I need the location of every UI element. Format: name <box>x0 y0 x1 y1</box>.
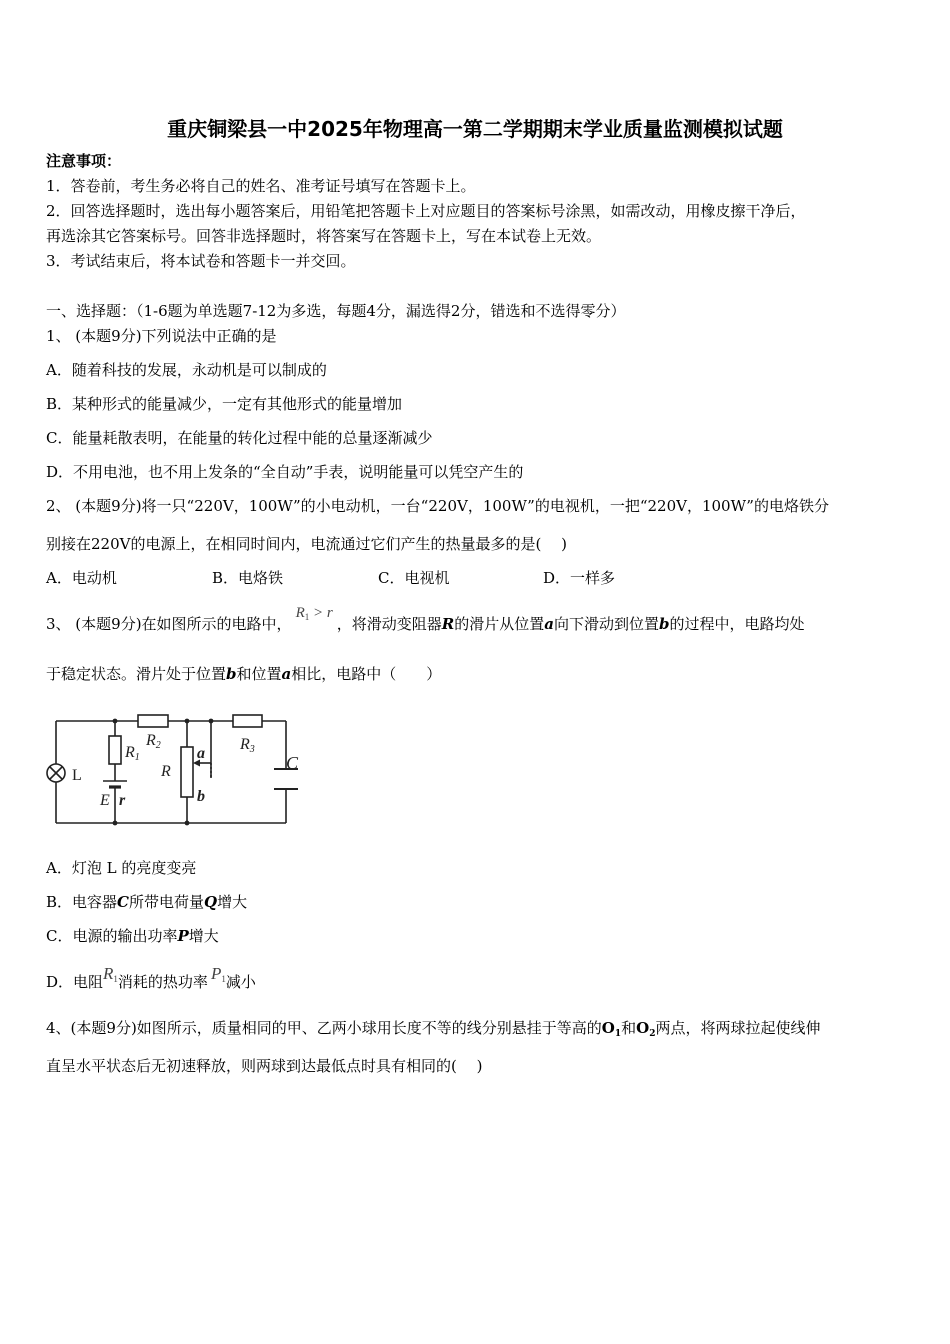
q3-opt-c-pre: C．电源的输出功率 <box>46 927 178 945</box>
q2-option-a: A．电动机 <box>46 569 117 587</box>
notice-item-1: 1．答卷前，考生务必将自己的姓名、准考证号填写在答题卡上。 <box>46 177 476 195</box>
q3-opt-d-pre: D．电阻 <box>46 973 104 991</box>
q1-stem: 1、 (本题9分)下列说法中正确的是 <box>46 327 277 345</box>
q4-o2: $O_2$ <box>636 1019 656 1039</box>
q2-option-d: D．一样多 <box>543 569 616 587</box>
q3-cond-rest: > r <box>309 605 333 621</box>
resistor-r3 <box>233 715 262 727</box>
label-r1: R1 <box>125 744 140 763</box>
label-r2: R2 <box>146 732 161 751</box>
q3-opt-d-r: R <box>103 964 114 983</box>
q3-opt-d-rsub: 1 <box>113 974 118 984</box>
q3-stem-e: 的过程中，电路均处 <box>669 615 805 633</box>
notice-item-2-cont: 再选涂其它答案标号。回答非选择题时，将答案写在答题卡上，写在本试卷上无效。 <box>46 227 602 245</box>
q3-opt-d-p: P <box>210 964 222 983</box>
q3-option-c <box>46 926 219 946</box>
q1-option-a: A．随着科技的发展，永动机是可以制成的 <box>46 361 327 379</box>
junction-slider-top <box>209 719 214 724</box>
q3-opt-b-q: Q <box>204 893 218 911</box>
q3-option-a: A．灯泡 L 的亮度变亮 <box>46 859 197 877</box>
notice-item-2: 2．回答选择题时，选出每小题答案后，用铅笔把答题卡上对应题目的答案标号涂黑，如需改动，用橡皮擦干净后， <box>46 202 806 220</box>
notice-heading: 注意事项： <box>46 152 122 170</box>
label-r3: R3 <box>240 736 255 755</box>
q4-and: 和 <box>621 1019 637 1037</box>
label-b: b <box>197 788 205 805</box>
q2-option-b: B．电烙铁 <box>212 569 284 587</box>
q1-option-b: B．某种形式的能量减少，一定有其他形式的能量增加 <box>46 395 403 413</box>
q3-var-b: b <box>658 615 670 633</box>
q3-var-a: a <box>544 615 554 633</box>
battery-symbol <box>103 781 127 787</box>
circuit-diagram <box>40 705 310 835</box>
q3-cond-sub: 1 <box>304 612 310 622</box>
q1-option-c: C．能量耗散表明，在能量的转化过程中能的总量逐渐减少 <box>46 429 433 447</box>
q3-opt-b-c: C <box>117 893 129 911</box>
q3-stem-line1 <box>46 605 805 639</box>
q3-opt-c-p: P <box>177 927 189 945</box>
q3-opt-c-end: 增大 <box>188 927 219 945</box>
q2-option-c: C．电视机 <box>378 569 450 587</box>
label-small-r: r <box>119 792 126 809</box>
resistor-r1 <box>109 736 121 764</box>
q3-opt-b-end: 增大 <box>217 893 248 911</box>
q4-stem-line1 <box>46 1018 821 1044</box>
q3-option-b <box>46 892 247 912</box>
q3-line2-c: 相比，电路中（ ） <box>291 665 442 683</box>
q3-cond-r1: R <box>295 605 305 621</box>
q3-var-r: R <box>441 615 455 633</box>
q3-stem-line2 <box>46 664 441 684</box>
junction-r-top <box>185 719 190 724</box>
q3-opt-d-p1 <box>208 964 226 983</box>
notice-item-3: 3．考试结束后，将本试卷和答题卡一并交回。 <box>46 252 356 270</box>
q3-line2-var-b: b <box>226 665 237 683</box>
q3-stem-b: ，将滑动变阻器 <box>336 615 442 633</box>
section-heading: 一、选择题：（1-6题为单选题7-12为多选，每题4分，漏选得2分，错选和不选得零分） <box>46 302 626 320</box>
junction-r-bottom <box>185 821 190 826</box>
q3-line2-b: 和位置 <box>236 665 282 683</box>
q1-option-d: D．不用电池，也不用上发条的“全自动”手表，说明能量可以凭空产生的 <box>46 463 524 481</box>
label-l: L <box>72 767 82 784</box>
label-e: E <box>100 792 110 809</box>
q3-stem-a: 3、 (本题9分)在如图所示的电路中， <box>46 615 292 633</box>
rheostat-r <box>181 747 193 797</box>
q4-o1: $O_1$ <box>601 1019 622 1039</box>
q4-line1-a: 4、(本题9分)如图所示，质量相同的甲、乙两小球用长度不等的线分别悬挂于等高的 <box>46 1019 602 1037</box>
lamp-symbol <box>47 764 65 782</box>
label-a: a <box>197 745 205 762</box>
q3-option-d <box>46 964 256 997</box>
q4-stem-line2: 直呈水平状态后无初速释放，则两球到达最低点时具有相同的( ) <box>46 1057 483 1075</box>
q3-opt-b-pre: B．电容器 <box>46 893 118 911</box>
q3-opt-b-post: 所带电荷量 <box>128 893 204 911</box>
q3-line2-a: 于稳定状态。滑片处于位置 <box>46 665 227 683</box>
q3-line2-var-a: a <box>281 665 292 683</box>
q2-stem-line1: 2、 (本题9分)将一只“220V，100W”的小电动机，一台“220V，100W”的电视机，一把“220V，100W”的电烙铁分 <box>46 497 829 515</box>
q3-opt-d-end: 减小 <box>225 973 256 991</box>
q3-stem-c: 的滑片从位置 <box>454 615 545 633</box>
q3-opt-d-mid: 消耗的热功率 <box>117 973 208 991</box>
q3-condition <box>292 605 337 621</box>
label-r: R <box>161 763 171 780</box>
q3-stem-d: 向下滑动到位置 <box>553 615 659 633</box>
q2-stem-line2: 别接在220V的电源上，在相同时间内，电流通过它们产生的热量最多的是( ) <box>46 535 567 553</box>
label-c: C <box>286 753 299 773</box>
q3-opt-d-r1 <box>103 964 118 983</box>
page-title: 重庆铜梁县一中2025年物理高一第二学期期末学业质量监测模拟试题 <box>167 117 783 141</box>
resistor-r2 <box>138 715 168 727</box>
q3-opt-d-psub: 1 <box>221 974 226 984</box>
junction-r1-top <box>113 719 118 724</box>
q4-line1-b: 两点，将两球拉起使线伸 <box>655 1019 821 1037</box>
junction-battery-bottom <box>113 821 118 826</box>
